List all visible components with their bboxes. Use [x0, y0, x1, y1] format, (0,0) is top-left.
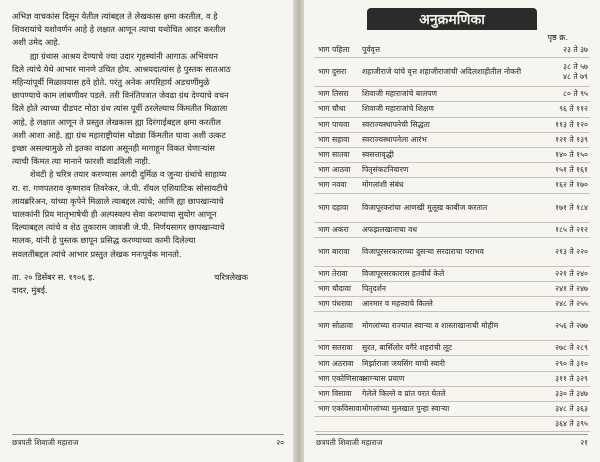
- toc-page-range: २१३ ते २२०: [555, 246, 588, 256]
- preface-date: ता. २० डिसेंबर स. १९०६ इ.: [12, 271, 95, 282]
- left-footer-title: छत्रपती शिवाजी महाराज: [12, 438, 79, 447]
- toc-page-range: १५१ ते १६१: [555, 165, 588, 175]
- toc-chapter-title: अफझलखानाचा वध: [362, 224, 417, 234]
- toc-page-range: १८५ ते २१२: [555, 224, 588, 234]
- toc-part-label: भाग सोळावा: [318, 321, 354, 331]
- toc-title: अनुक्रमणिका: [419, 11, 485, 28]
- toc-entry: [314, 43, 590, 58]
- right-footer-title: छत्रपती शिवाजी महाराज: [316, 438, 383, 447]
- toc-part-label: भाग तेरावा: [318, 268, 348, 278]
- toc-part-label: भाग चौथा: [318, 104, 346, 114]
- preface-line: इच्छा असल्यामुळे तो इतका वाढला असूनही मागाहून विकत घेणाऱ्यांस: [12, 143, 215, 154]
- preface-line: सवलतींबद्दल त्यांचे आभार प्रस्तुत लेखक मनःपूर्वक मानतो.: [12, 248, 182, 259]
- toc-chapter-title: विजापूरसरकाराच्या दुसऱ्या सरदाराचा पराभव: [362, 246, 484, 256]
- toc-chapter-title: पितृदर्शन: [362, 283, 387, 293]
- toc-chapter-title: पितृसंकटनिवारण: [362, 165, 409, 175]
- left-page: [0, 0, 296, 462]
- toc-part-label: भाग विसावा: [318, 388, 352, 398]
- right-page-number: २१: [580, 438, 588, 447]
- toc-entry: [314, 118, 590, 133]
- toc-chapter-title: मोगलांच्या राज्यात स्वाऱ्या व शास्ताखानाची मोहीम: [362, 321, 499, 331]
- toc-page-range: १६२ ते १७०: [555, 180, 588, 190]
- toc-part-label: भाग सतरावा: [318, 343, 353, 353]
- toc-entry: [314, 133, 590, 148]
- toc-entry: [314, 312, 590, 341]
- toc-entry: [314, 178, 590, 193]
- toc-page-range: [532, 62, 590, 82]
- preface-line: मालक, यांनी हे पुस्तक छापून प्रसिद्ध करण्याच्या कामी दिलेल्या: [12, 235, 196, 246]
- toc-chapter-title: विजापूरकरांचा आणखी मुलूख काबीज करतात: [362, 202, 488, 212]
- toc-page-range: ९६ ते ११२: [559, 104, 588, 114]
- preface-line: चालकांनी प्रिय मातृभाषेची ही अल्पस्वल्प सेवा करण्याचा सुयोग आणून: [12, 209, 217, 220]
- toc-entry: [314, 163, 590, 178]
- toc-part-label: भाग चौदावा: [318, 283, 351, 293]
- date-signature-row: [12, 271, 288, 297]
- toc-chapter-title: गेलेले किल्ले व प्रांत परत घेतले: [362, 388, 446, 398]
- toc-part-label: भाग एकोणिसावा: [318, 373, 365, 383]
- toc-part-label: भाग पहिला: [318, 45, 350, 55]
- toc-pages-header: पृष्ठ क्र.: [547, 33, 568, 42]
- toc-entry: [314, 267, 590, 282]
- toc-page-range-line: ३८ ते ५७: [563, 62, 588, 72]
- toc-chapter-title: मोगलांच्या मुलखात पुन्हा स्वाऱ्या: [362, 404, 450, 414]
- toc-chapter-title: शहाजीराजे यांचे वृत्त शहाजीराजांची अदिलशाहीतील नोकरी: [362, 67, 522, 77]
- toc-page-range: २२१ ते २४०: [555, 268, 588, 278]
- preface-paragraph: [12, 10, 288, 50]
- preface-line: महिन्यांपूर्वी मिळावयास हवे होते. परंतु अनेक अपरिहार्य अडचणींमुळे: [12, 77, 210, 88]
- toc-chapter-title: स्वराज्यस्थापनेला आरंभ: [362, 134, 427, 144]
- toc-page-range: २४८ ते २५५: [555, 299, 588, 309]
- preface-paragraph: [12, 168, 288, 260]
- toc-part-label: भाग अकरा: [318, 224, 349, 234]
- toc-entry: [314, 238, 590, 267]
- toc-part-label: भाग सातवा: [318, 150, 350, 160]
- toc-page-range: ३३० ते ३४७: [555, 388, 588, 398]
- preface-line: दिले त्यांचे येथे आभार मानणे उचित होय. आश्रयदात्यांस हे पुस्तक सातआठ: [12, 63, 231, 74]
- toc-part-label: भाग दहावा: [318, 202, 349, 212]
- left-page-number: २०: [276, 438, 284, 447]
- preface-paragraph: [12, 50, 288, 169]
- right-page: [304, 0, 600, 462]
- toc-page-range: २५६ ते २७७: [555, 321, 588, 331]
- preface-line: अशी उमेद आहे.: [12, 37, 61, 48]
- toc-entry: [314, 297, 590, 312]
- toc-part-label: भाग एकविसावा: [318, 404, 362, 414]
- preface-text: [12, 10, 288, 261]
- left-footer: [12, 434, 284, 448]
- toc-entry: [314, 102, 590, 117]
- preface-line: अशी आशा आहे. ह्या ग्रंथ महाराष्ट्रीयांस थोड्या किंमतीत घावा अशी उत्कट: [12, 129, 226, 140]
- preface-signature: चरित्रलेखक: [214, 271, 248, 282]
- toc-entry: [314, 372, 590, 387]
- toc-entry: [314, 282, 590, 297]
- toc-part-label: भाग नववा: [318, 180, 347, 190]
- toc-page-range: ११३ ते १२०: [555, 119, 588, 129]
- toc-entry: [314, 402, 590, 417]
- toc-page-range-line: ४८ ते ७९: [563, 72, 588, 82]
- toc-part-label: भाग बारावा: [318, 246, 350, 256]
- toc-chapter-title: आग्ऱ्यास प्रयाण: [362, 373, 405, 383]
- toc-entry: [314, 387, 590, 402]
- preface-line: शेवटी हे चरित्र तयार करण्यास अगदी दुर्मिळ व जुन्या ग्रंथांचे साहाय्य: [30, 169, 227, 180]
- toc-page-range: १४० ते १५०: [555, 150, 588, 160]
- toc-chapter-title: मिर्झाराजा जयसिंग याची स्वारी: [362, 358, 445, 368]
- toc-part-label: भाग पंधरावा: [318, 299, 353, 309]
- toc-chapter-title: आरमार व महत्त्वाचे किल्ले: [362, 299, 433, 309]
- preface-line: दिल्याबद्दल त्यांचे व शेठ तुकाराम जावजी जे.पी. निर्णयसागर छापखान्याचे: [12, 222, 225, 233]
- preface-line: अभिज्ञ वाचकांस दिसून येतील त्यांबद्दल ते लेखकास क्षमा करतील, व हे: [12, 11, 218, 21]
- toc-chapter-title: शिवाजी महाराजांचे शिक्षण: [362, 104, 434, 114]
- toc-page-range: ३४८ ते ३६३: [555, 404, 588, 414]
- toc-page-range: ३११ ते ३२९: [555, 373, 588, 383]
- preface-line: ह्या ग्रंथास आश्रय देण्याचे ज्या उदार गृहस्थांनी आगाऊ अभिवचन: [30, 50, 218, 61]
- toc-page-range: २७८ ते २८९: [555, 343, 588, 353]
- toc-entry: [314, 58, 590, 87]
- toc-list: [314, 43, 590, 432]
- toc-part-label: भाग सहावा: [318, 134, 350, 144]
- preface-line: आहे, हे लक्षात आणून ते प्रस्तुत लेखकास ह्या दिरंगाईबद्दल क्षमा करतील: [12, 116, 221, 127]
- toc-page-range: ३६४ ते ३९५: [555, 419, 588, 429]
- toc-part-label: भाग तिसरा: [318, 89, 349, 99]
- toc-entry: [314, 417, 590, 432]
- preface-line: रा. रा. गणपतराव कृष्णराव तिवरेकर, जे.पी. रॉयल एशियाटिक सोसायटीचे: [12, 182, 228, 193]
- toc-entry: [314, 356, 590, 371]
- toc-page-range: १७१ ते १८४: [555, 202, 588, 212]
- toc-entry: [314, 223, 590, 238]
- toc-page-range: १२१ ते १३९: [555, 134, 588, 144]
- toc-chapter-title: पूर्ववृत्त: [362, 45, 381, 55]
- right-footer: [316, 434, 588, 448]
- preface-line: दिले होते त्याच्या दीडपट मोठा ग्रंथ त्यांस पूर्वी ठरलेल्याच किंमतीत मिळाला: [12, 103, 228, 114]
- preface-line: शिवरायांचे यशोवर्णन आहे हे लक्षात आणून त्याचा यथोचित आदर करतील: [12, 24, 226, 35]
- toc-title-box: [367, 8, 537, 30]
- preface-line: लायब्ररिअन, यांच्या कृपेने मिळाले त्याबद्दल त्यांचे; आणि ह्या छापखान्याचे: [12, 195, 224, 206]
- toc-part-label: भाग आठवा: [318, 165, 351, 175]
- toc-page-range: २३ ते ३७: [563, 45, 588, 55]
- toc-chapter-title: शिवाजी महाराजांचे बालपण: [362, 89, 438, 99]
- toc-page-range: २९० ते ३१०: [555, 358, 588, 368]
- toc-part-label: भाग अठरावा: [318, 358, 354, 368]
- preface-place: दादर, मुंबई.: [12, 284, 48, 295]
- toc-chapter-title: सुरत, बार्सिलोर वगैरे शहरांची लूट: [362, 343, 452, 353]
- toc-entry: [314, 87, 590, 102]
- toc-entry: [314, 148, 590, 163]
- toc-part-label: भाग दुसरा: [318, 67, 347, 77]
- toc-page-range: २४१ ते २४७: [555, 283, 588, 293]
- toc-part-label: भाग पाचवा: [318, 119, 350, 129]
- toc-entry: [314, 194, 590, 223]
- toc-entry: [314, 341, 590, 356]
- toc-chapter-title: विजापूरसरकारास हतवीर्य केले: [362, 268, 445, 278]
- toc-chapter-title: मोगलांशी संबंध: [362, 180, 404, 190]
- preface-line: छापण्याचे काम लांबणीवर पडले. तरी विनंतिपत्रात जेवढा ग्रंथ देण्याचे वचन: [12, 90, 229, 101]
- toc-chapter-title: स्वसत्तावृद्धी: [362, 150, 394, 160]
- toc-chapter-title: स्वराज्यस्थापनेची सिद्धता: [362, 119, 430, 129]
- toc-page-range: ८० ते ९५: [563, 89, 588, 99]
- preface-line: त्याची किंमत त्या मानाने फारशी वाढविली नाही.: [12, 156, 151, 167]
